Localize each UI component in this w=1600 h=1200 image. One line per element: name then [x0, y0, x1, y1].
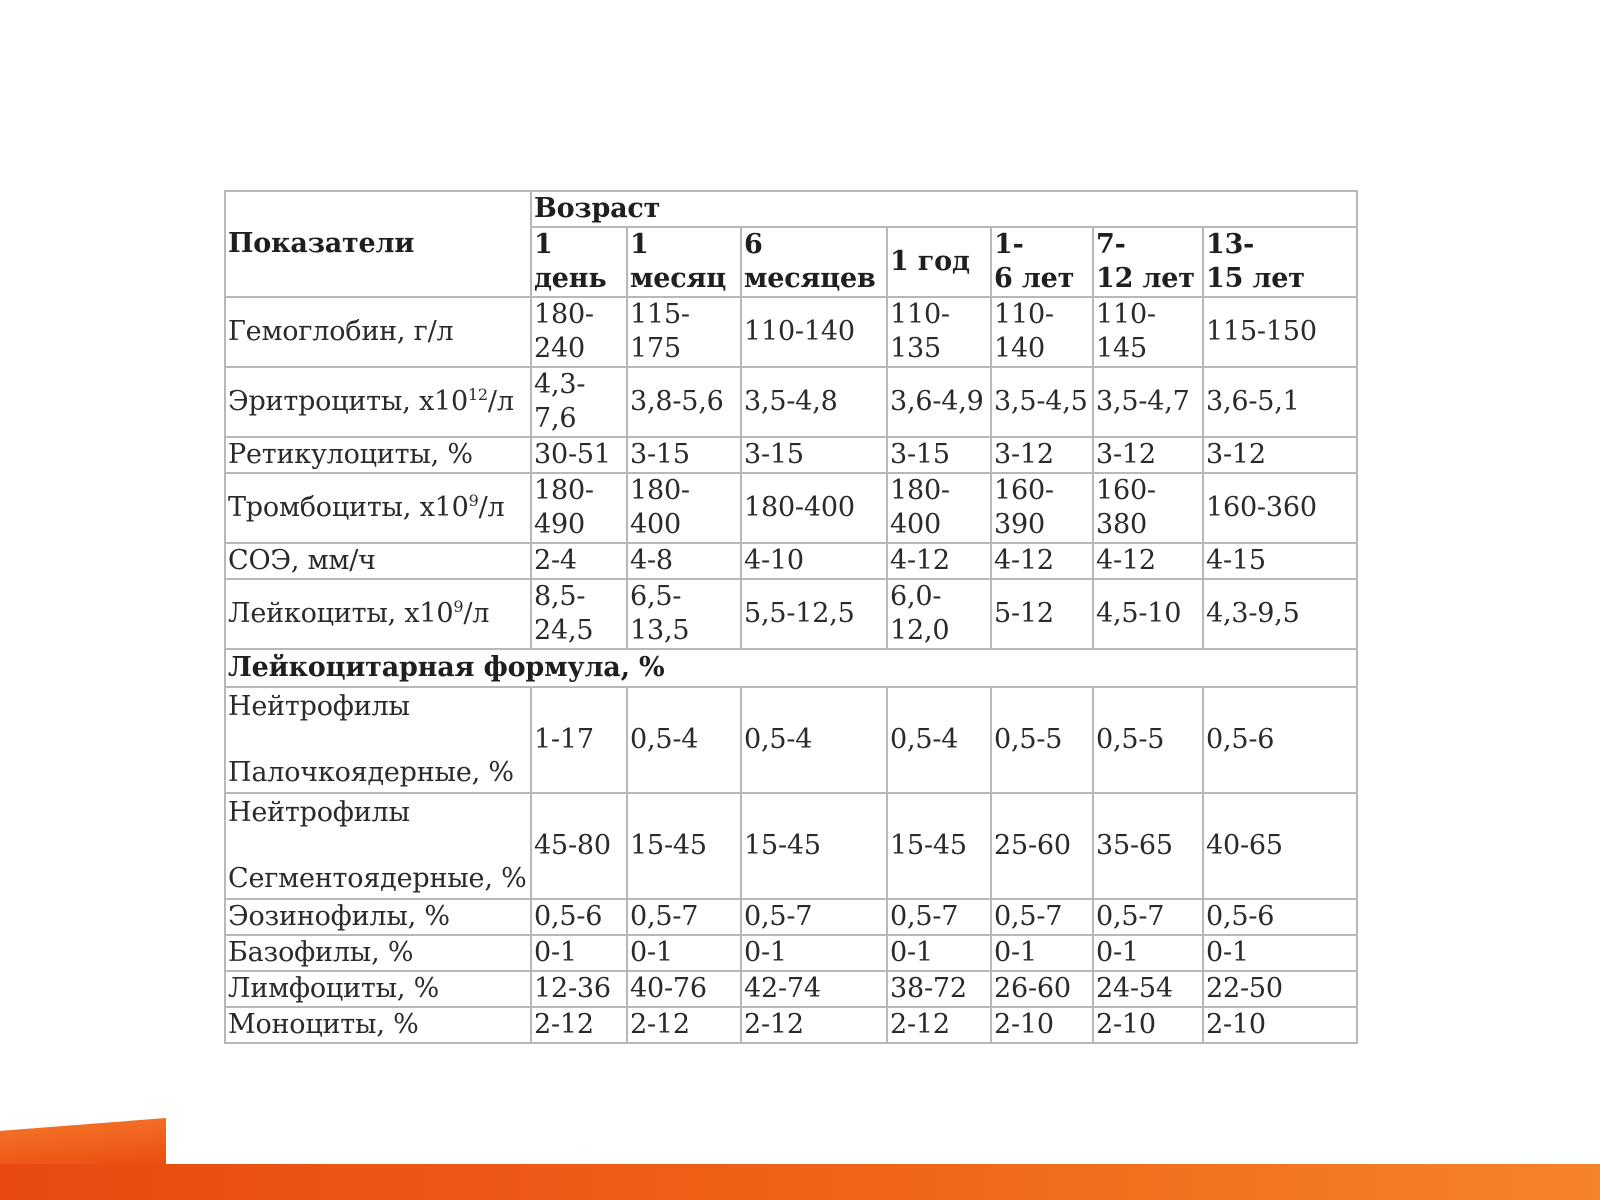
table-row: [225, 367, 1357, 437]
table-cell: 160-380: [1093, 473, 1203, 543]
row-label: Гемоглобин, г/л: [225, 297, 531, 367]
table-cell: 180-400: [887, 473, 991, 543]
table-cell: 2-4: [531, 543, 627, 579]
row-label: Лимфоциты, %: [225, 971, 531, 1007]
table-row: [225, 971, 1357, 1007]
table-cell: 110-140: [741, 297, 887, 367]
table-cell: 0,5-4: [887, 687, 991, 793]
table-cell: 12-36: [531, 971, 627, 1007]
table-cell: 3-15: [741, 437, 887, 473]
table-cell: 0,5-7: [741, 899, 887, 935]
table-cell: 25-60: [991, 793, 1093, 899]
table-cell: 180-400: [627, 473, 741, 543]
table-cell: 0,5-7: [1093, 899, 1203, 935]
row-label: Тромбоциты, $х10^9/л$: [225, 473, 531, 543]
table-cell: 110-135: [887, 297, 991, 367]
table-cell: 2-12: [627, 1007, 741, 1043]
table-cell: 4-15: [1203, 543, 1357, 579]
table-cell: 110-145: [1093, 297, 1203, 367]
table-cell: 2-10: [1203, 1007, 1357, 1043]
table-cell: 0,5-5: [991, 687, 1093, 793]
decorative-orange-bar: [0, 1164, 1600, 1200]
table-cell: 4-12: [991, 543, 1093, 579]
row-label: Нейтрофилы Палочкоядерные, %: [225, 687, 531, 793]
table-row: [225, 297, 1357, 367]
table-cell: 15-45: [887, 793, 991, 899]
table-cell: 0,5-7: [627, 899, 741, 935]
table-cell: 45-80: [531, 793, 627, 899]
table-row: [225, 473, 1357, 543]
age-col-1: 1 день: [531, 227, 627, 297]
decorative-orange-tab: [0, 1118, 166, 1164]
row-label: СОЭ, мм/ч: [225, 543, 531, 579]
table-row: [225, 1007, 1357, 1043]
age-col-7: 13- 15 лет: [1203, 227, 1357, 297]
table-row: [225, 935, 1357, 971]
row-label: Лейкоциты, $х10^9/л$: [225, 579, 531, 649]
table-cell: 4,3-7,6: [531, 367, 627, 437]
table-cell: 160-390: [991, 473, 1093, 543]
table-cell: 5-12: [991, 579, 1093, 649]
row-label: Нейтрофилы Сегментоядерные, %: [225, 793, 531, 899]
table-cell: 0-1: [887, 935, 991, 971]
table-cell: 4-12: [887, 543, 991, 579]
table-cell: 42-74: [741, 971, 887, 1007]
table-cell: 2-10: [1093, 1007, 1203, 1043]
table-cell: 40-76: [627, 971, 741, 1007]
table-cell: 0,5-4: [627, 687, 741, 793]
row-label: Эритроциты, $х10^{12}/л$: [225, 367, 531, 437]
table-cell: 110-140: [991, 297, 1093, 367]
table-cell: 26-60: [991, 971, 1093, 1007]
table-cell: 24-54: [1093, 971, 1203, 1007]
table-cell: 0,5-6: [531, 899, 627, 935]
age-col-3: 6 месяцев: [741, 227, 887, 297]
table-cell: 6,5-13,5: [627, 579, 741, 649]
table-row: [225, 793, 1357, 899]
row-label: Моноциты, %: [225, 1007, 531, 1043]
table-cell: 115-175: [627, 297, 741, 367]
table-cell: 4-12: [1093, 543, 1203, 579]
table-cell: 115-150: [1203, 297, 1357, 367]
table-cell: 38-72: [887, 971, 991, 1007]
table-cell: 2-12: [741, 1007, 887, 1043]
table-row: [225, 899, 1357, 935]
table-cell: 15-45: [741, 793, 887, 899]
table-cell: 1-17: [531, 687, 627, 793]
table-cell: 4,3-9,5: [1203, 579, 1357, 649]
row-label: Эозинофилы, %: [225, 899, 531, 935]
table-cell: 0,5-7: [887, 899, 991, 935]
header-indicators: Показатели: [225, 191, 531, 297]
table-cell: 0,5-5: [1093, 687, 1203, 793]
table-cell: 22-50: [1203, 971, 1357, 1007]
blood-norms-table: [224, 190, 1358, 1044]
table-row: [225, 543, 1357, 579]
table-cell: 2-12: [531, 1007, 627, 1043]
header-row-age: [225, 191, 1357, 227]
row-label: Ретикулоциты, %: [225, 437, 531, 473]
table-cell: 30-51: [531, 437, 627, 473]
section-row: [225, 649, 1357, 687]
age-col-5: 1- 6 лет: [991, 227, 1093, 297]
table-cell: 160-360: [1203, 473, 1357, 543]
table-row: [225, 579, 1357, 649]
table-cell: 3-15: [887, 437, 991, 473]
table-cell: 3,5-4,8: [741, 367, 887, 437]
row-label: Базофилы, %: [225, 935, 531, 971]
header-age: Возраст: [531, 191, 1357, 227]
table-cell: 0-1: [1093, 935, 1203, 971]
table-cell: 3,6-5,1: [1203, 367, 1357, 437]
table-cell: 15-45: [627, 793, 741, 899]
table-cell: 35-65: [1093, 793, 1203, 899]
table-cell: 180-240: [531, 297, 627, 367]
table-cell: 3,6-4,9: [887, 367, 991, 437]
table-cell: 3,5-4,5: [991, 367, 1093, 437]
table-cell: 2-12: [887, 1007, 991, 1043]
table-cell: 180-490: [531, 473, 627, 543]
table-cell: 3-15: [627, 437, 741, 473]
table-cell: 0-1: [627, 935, 741, 971]
table-cell: 0-1: [1203, 935, 1357, 971]
table-cell: 3-12: [991, 437, 1093, 473]
table-cell: 0,5-4: [741, 687, 887, 793]
table-cell: 4,5-10: [1093, 579, 1203, 649]
table-cell: 2-10: [991, 1007, 1093, 1043]
table-cell: 3,8-5,6: [627, 367, 741, 437]
table-cell: 3,5-4,7: [1093, 367, 1203, 437]
table-cell: 0,5-6: [1203, 899, 1357, 935]
table-cell: 4-8: [627, 543, 741, 579]
table-cell: 0-1: [991, 935, 1093, 971]
age-col-6: 7- 12 лет: [1093, 227, 1203, 297]
table-cell: 6,0-12,0: [887, 579, 991, 649]
age-col-2: 1 месяц: [627, 227, 741, 297]
age-col-4: 1 год: [887, 227, 991, 297]
table-row: [225, 437, 1357, 473]
table-cell: 3-12: [1093, 437, 1203, 473]
table-cell: 8,5-24,5: [531, 579, 627, 649]
table-cell: 40-65: [1203, 793, 1357, 899]
table-cell: 0,5-6: [1203, 687, 1357, 793]
table-cell: 180-400: [741, 473, 887, 543]
table-cell: 3-12: [1203, 437, 1357, 473]
table-cell: 0-1: [741, 935, 887, 971]
table-cell: 0,5-7: [991, 899, 1093, 935]
section-title-leukocyte-formula: Лейкоцитарная формула, %: [225, 649, 1357, 687]
table-cell: 4-10: [741, 543, 887, 579]
table-row: [225, 687, 1357, 793]
table-cell: 0-1: [531, 935, 627, 971]
table-cell: 5,5-12,5: [741, 579, 887, 649]
